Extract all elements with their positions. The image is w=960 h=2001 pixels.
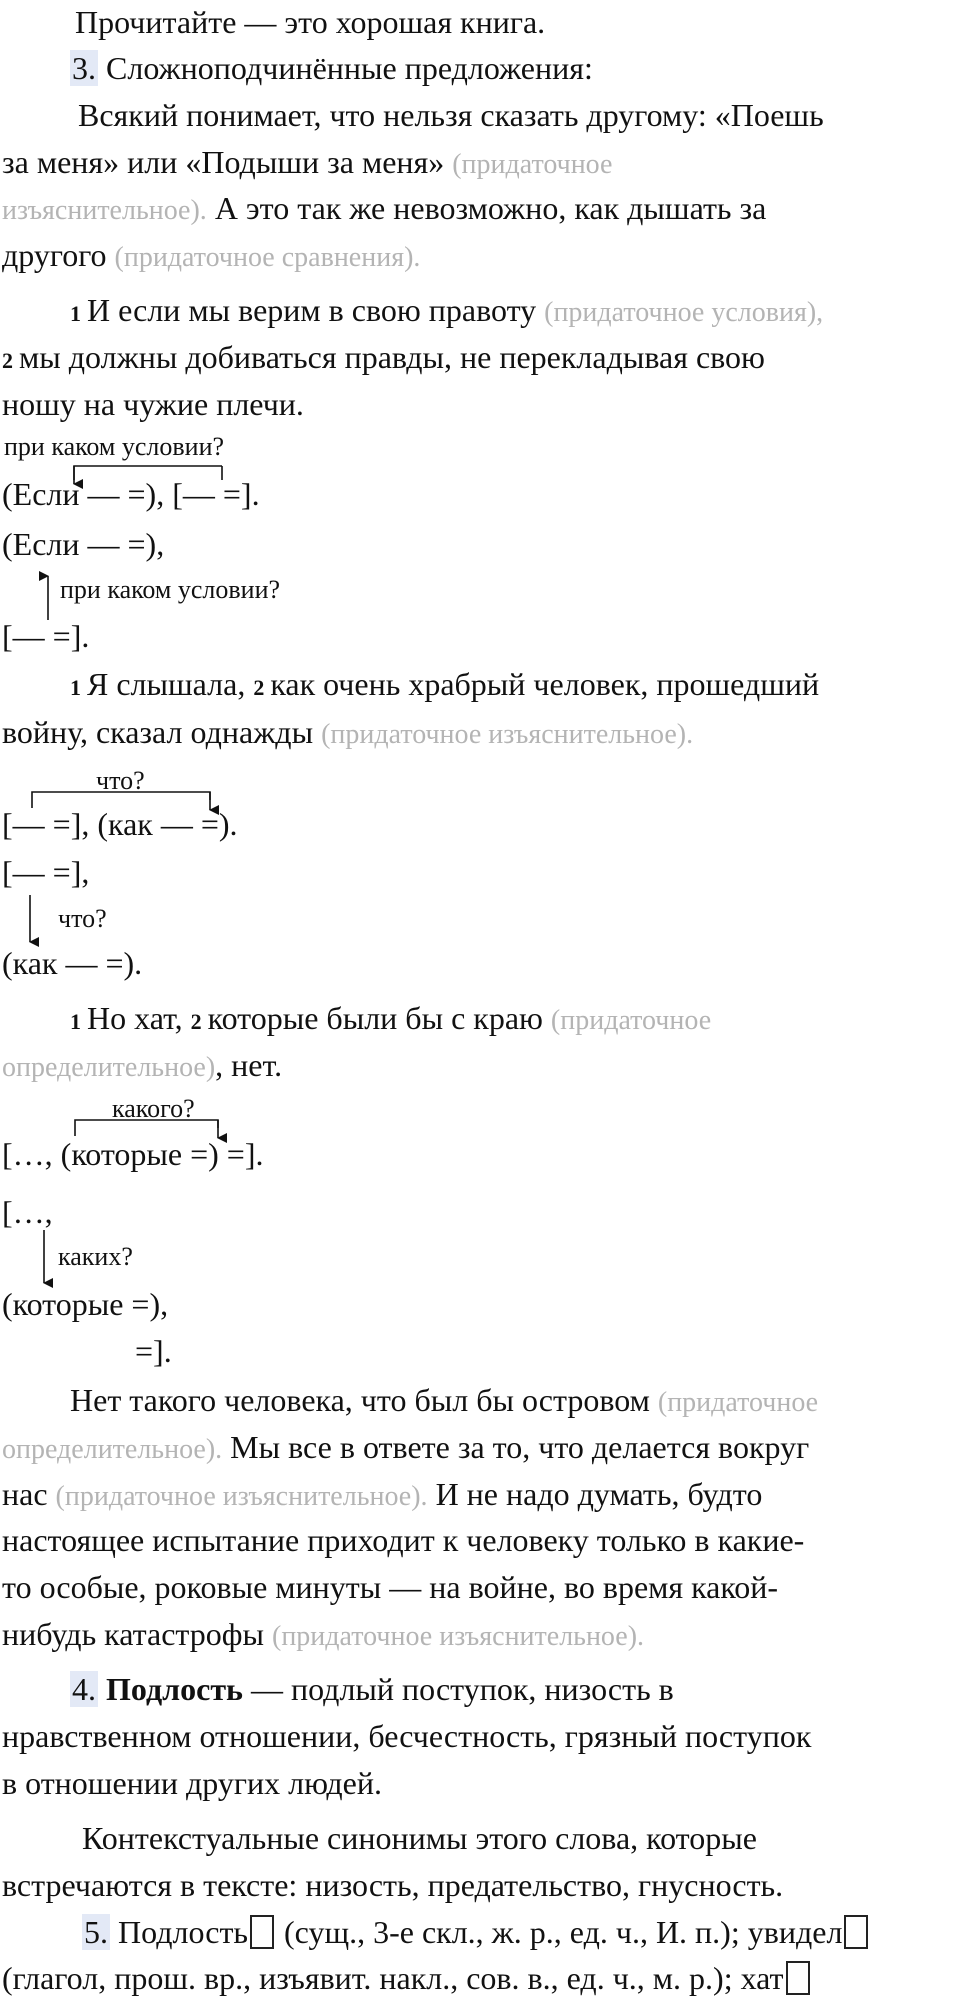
sentence-1-line-2: за меня» или «Подыши за меня» (придаточное bbox=[2, 144, 613, 180]
scheme2-question: при каком условии? bbox=[60, 575, 281, 604]
section-5-line-2: (глагол, прош. вр., изъявит. накл., сов. в., ед. ч., м. р.); хат bbox=[2, 1958, 812, 1998]
scheme1-question: при каком условии? bbox=[4, 432, 225, 461]
note: (придаточное bbox=[452, 149, 613, 180]
note: (придаточное сравнения). bbox=[114, 242, 421, 273]
scheme4-question: что? bbox=[58, 904, 107, 933]
section-4-line-1: 4. Подлость — подлый поступок, низость в bbox=[72, 1671, 674, 1707]
paragraph-5-line-5: то особые, роковые минуты — на войне, во время какой- bbox=[2, 1569, 779, 1605]
sentence-2-line-2: 2 мы должны добиваться правды, не перекладывая свою bbox=[2, 339, 765, 375]
scheme1-line: (Если — =), [— =]. bbox=[2, 476, 260, 512]
section-3-heading: 3. Сложноподчинённые предложения: bbox=[72, 50, 593, 86]
scheme5-line: […, (которые =) =]. bbox=[2, 1136, 264, 1172]
sentence-3-line-1: 1 Я слышала, 2 как очень храбрый человек, прошедший bbox=[70, 666, 820, 702]
section-5-line-1: 5. Подлость (сущ., 3-е скл., ж. р., ед. ч., И. п.); увидел bbox=[82, 1912, 870, 1952]
paragraph-5-line-1: Нет такого человека, что был бы островом (придаточное bbox=[70, 1382, 819, 1418]
scheme5-question: какого? bbox=[112, 1094, 195, 1123]
note: определительное) bbox=[2, 1052, 216, 1083]
note: изъяснительное). bbox=[2, 195, 207, 226]
sentence-4-line-1: 1 Но хат, 2 которые были бы с краю (придаточное bbox=[70, 1000, 712, 1036]
sentence-1-line-3: изъяснительное). А это так же невозможно, как дышать за bbox=[2, 190, 767, 226]
sentence-2-line-1: 1 И если мы верим в свою правоту (придаточное условия), bbox=[70, 292, 824, 328]
scheme6-question: каких? bbox=[58, 1242, 133, 1271]
section-5-number: 5. bbox=[84, 1914, 108, 1950]
note: определительное). bbox=[2, 1434, 223, 1465]
placeholder-box bbox=[250, 1915, 274, 1949]
note: (придаточное bbox=[550, 1005, 712, 1036]
scheme3-line: [— =], (как — =). bbox=[2, 806, 238, 842]
scheme4-line-1: [— =], bbox=[2, 854, 90, 890]
paragraph-5-line-4: настоящее испытание приходит к человеку только в какие- bbox=[2, 1522, 805, 1558]
note: (придаточное изъяснительное). bbox=[55, 1481, 428, 1512]
note: (придаточное изъяснительное). bbox=[321, 719, 694, 750]
paragraph-5-line-2: определительное). Мы все в ответе за то, что делается вокруг bbox=[2, 1429, 810, 1465]
scheme6-line-1: […, bbox=[2, 1194, 53, 1230]
section-3-number: 3. bbox=[72, 50, 96, 86]
placeholder-box bbox=[786, 1961, 810, 1995]
sentence-4-line-2: определительное), нет. bbox=[2, 1047, 283, 1083]
sentence-3-line-2: войну, сказал однажды (придаточное изъяснительное). bbox=[2, 714, 694, 750]
paragraph-5-line-6: нибудь катастрофы (придаточное изъяснительное). bbox=[2, 1616, 645, 1652]
section-4-context-2: встречаются в тексте: низость, предательство, гнусность. bbox=[2, 1867, 784, 1903]
scheme4-line-2: (как — =). bbox=[2, 945, 143, 981]
section-4-context-1: Контекстуальные синонимы этого слова, которые bbox=[82, 1820, 757, 1856]
note: (придаточное изъяснительное). bbox=[272, 1621, 645, 1652]
scheme3-question: что? bbox=[96, 766, 145, 795]
scheme6-line-2: (которые =), bbox=[2, 1286, 169, 1322]
sentence-1-line-4: другого (придаточное сравнения). bbox=[2, 237, 421, 273]
term: Подлость bbox=[106, 1671, 243, 1707]
section-4-line-3: в отношении других людей. bbox=[2, 1765, 382, 1801]
placeholder-box bbox=[844, 1915, 868, 1949]
note: (придаточное условия), bbox=[544, 297, 824, 328]
scheme2-line-2: [— =]. bbox=[2, 618, 90, 654]
intro-sentence: Прочитайте — это хорошая книга. bbox=[75, 4, 546, 40]
sentence-2-line-3: ношу на чужие плечи. bbox=[2, 386, 304, 422]
sentence-1-line-1: Всякий понимает, что нельзя сказать другому: «Поешь bbox=[78, 97, 824, 133]
note: (придаточное bbox=[657, 1387, 819, 1418]
section-4-line-2: нравственном отношении, бесчестность, грязный поступок bbox=[2, 1718, 812, 1754]
scheme6-line-3: =]. bbox=[135, 1333, 172, 1369]
paragraph-5-line-3: нас (придаточное изъяснительное). И не надо думать, будто bbox=[2, 1476, 763, 1512]
section-4-number: 4. bbox=[72, 1671, 96, 1707]
scheme2-line-1: (Если — =), bbox=[2, 526, 165, 562]
